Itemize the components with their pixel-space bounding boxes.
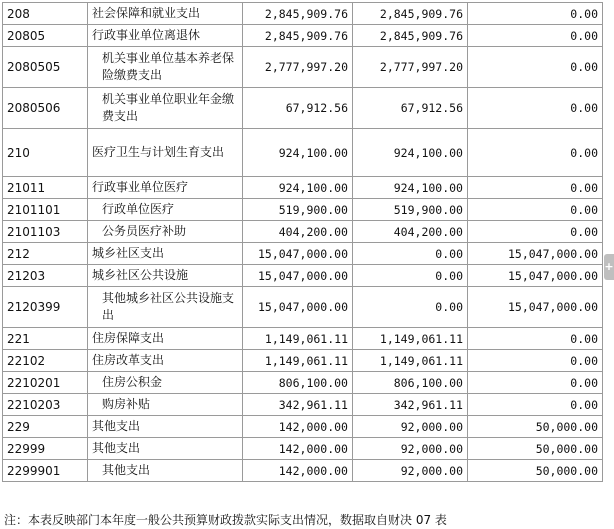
row-project: 50,000.00 xyxy=(468,438,603,460)
row-name: 城乡社区支出 xyxy=(88,243,243,265)
table-row xyxy=(3,221,603,243)
row-code: 229 xyxy=(3,416,88,438)
row-name: 机关事业单位基本养老保险缴费支出 xyxy=(88,47,243,88)
row-code: 2210203 xyxy=(3,394,88,416)
row-code: 2080506 xyxy=(3,88,88,129)
row-total: 15,047,000.00 xyxy=(243,265,353,287)
row-name: 住房公积金 xyxy=(88,372,243,394)
row-total: 924,100.00 xyxy=(243,129,353,177)
row-code: 210 xyxy=(3,129,88,177)
row-code: 2299901 xyxy=(3,460,88,482)
table-row xyxy=(3,129,603,177)
row-basic: 924,100.00 xyxy=(353,177,468,199)
row-project: 0.00 xyxy=(468,372,603,394)
table-row xyxy=(3,350,603,372)
table-note: 注：本表反映部门本年度一般公共预算财政拨款实际支出情况，数据取自财决 07 表 xyxy=(4,513,447,527)
row-basic: 404,200.00 xyxy=(353,221,468,243)
row-project: 0.00 xyxy=(468,199,603,221)
row-name: 其他城乡社区公共设施支出 xyxy=(88,287,243,328)
row-code: 21203 xyxy=(3,265,88,287)
table-row xyxy=(3,177,603,199)
row-basic: 67,912.56 xyxy=(353,88,468,129)
row-total: 2,845,909.76 xyxy=(243,3,353,25)
row-basic: 342,961.11 xyxy=(353,394,468,416)
row-name: 行政事业单位医疗 xyxy=(88,177,243,199)
row-project: 0.00 xyxy=(468,25,603,47)
row-project: 50,000.00 xyxy=(468,460,603,482)
row-code: 22999 xyxy=(3,438,88,460)
row-total: 2,777,997.20 xyxy=(243,47,353,88)
row-code: 208 xyxy=(3,3,88,25)
row-code: 2101101 xyxy=(3,199,88,221)
row-basic: 1,149,061.11 xyxy=(353,328,468,350)
row-code: 2210201 xyxy=(3,372,88,394)
row-total: 1,149,061.11 xyxy=(243,328,353,350)
row-name: 购房补贴 xyxy=(88,394,243,416)
row-basic: 92,000.00 xyxy=(353,438,468,460)
row-code: 2080505 xyxy=(3,47,88,88)
row-code: 212 xyxy=(3,243,88,265)
row-project: 15,047,000.00 xyxy=(468,265,603,287)
row-name: 行政事业单位离退休 xyxy=(88,25,243,47)
row-total: 142,000.00 xyxy=(243,460,353,482)
row-basic: 0.00 xyxy=(353,243,468,265)
expenditure-table xyxy=(2,2,603,482)
row-total: 2,845,909.76 xyxy=(243,25,353,47)
table-row xyxy=(3,416,603,438)
row-total: 67,912.56 xyxy=(243,88,353,129)
row-code: 221 xyxy=(3,328,88,350)
table-row xyxy=(3,25,603,47)
table-row xyxy=(3,372,603,394)
row-basic: 92,000.00 xyxy=(353,416,468,438)
row-project: 0.00 xyxy=(468,221,603,243)
row-project: 0.00 xyxy=(468,177,603,199)
row-project: 0.00 xyxy=(468,129,603,177)
row-project: 50,000.00 xyxy=(468,416,603,438)
row-name: 行政单位医疗 xyxy=(88,199,243,221)
row-name: 住房保障支出 xyxy=(88,328,243,350)
row-total: 1,149,061.11 xyxy=(243,350,353,372)
row-code: 22102 xyxy=(3,350,88,372)
row-code: 2120399 xyxy=(3,287,88,328)
row-project: 0.00 xyxy=(468,394,603,416)
row-basic: 92,000.00 xyxy=(353,460,468,482)
row-name: 公务员医疗补助 xyxy=(88,221,243,243)
row-total: 15,047,000.00 xyxy=(243,287,353,328)
table-row xyxy=(3,438,603,460)
row-total: 342,961.11 xyxy=(243,394,353,416)
row-basic: 1,149,061.11 xyxy=(353,350,468,372)
row-name: 其他支出 xyxy=(88,438,243,460)
table-row xyxy=(3,287,603,328)
row-basic: 2,845,909.76 xyxy=(353,25,468,47)
row-code: 2101103 xyxy=(3,221,88,243)
row-name: 其他支出 xyxy=(88,460,243,482)
row-total: 924,100.00 xyxy=(243,177,353,199)
row-project: 0.00 xyxy=(468,3,603,25)
row-name: 城乡社区公共设施 xyxy=(88,265,243,287)
table-row xyxy=(3,328,603,350)
row-code: 20805 xyxy=(3,25,88,47)
row-name: 社会保障和就业支出 xyxy=(88,3,243,25)
row-name: 机关事业单位职业年金缴费支出 xyxy=(88,88,243,129)
row-total: 142,000.00 xyxy=(243,416,353,438)
row-name: 医疗卫生与计划生育支出 xyxy=(88,129,243,177)
row-total: 404,200.00 xyxy=(243,221,353,243)
table-row xyxy=(3,47,603,88)
row-total: 142,000.00 xyxy=(243,438,353,460)
row-basic: 806,100.00 xyxy=(353,372,468,394)
row-basic: 0.00 xyxy=(353,287,468,328)
table-row xyxy=(3,394,603,416)
row-project: 0.00 xyxy=(468,47,603,88)
row-project: 15,047,000.00 xyxy=(468,287,603,328)
table-row xyxy=(3,243,603,265)
row-project: 0.00 xyxy=(468,350,603,372)
table-row xyxy=(3,460,603,482)
row-project: 15,047,000.00 xyxy=(468,243,603,265)
row-basic: 924,100.00 xyxy=(353,129,468,177)
row-basic: 2,845,909.76 xyxy=(353,3,468,25)
table-row xyxy=(3,265,603,287)
row-project: 0.00 xyxy=(468,328,603,350)
table-row xyxy=(3,199,603,221)
row-total: 806,100.00 xyxy=(243,372,353,394)
row-basic: 2,777,997.20 xyxy=(353,47,468,88)
row-basic: 0.00 xyxy=(353,265,468,287)
table-row xyxy=(3,88,603,129)
row-total: 15,047,000.00 xyxy=(243,243,353,265)
row-project: 0.00 xyxy=(468,88,603,129)
expand-tab-button[interactable]: + xyxy=(604,254,614,280)
row-name: 其他支出 xyxy=(88,416,243,438)
row-total: 519,900.00 xyxy=(243,199,353,221)
row-name: 住房改革支出 xyxy=(88,350,243,372)
row-code: 21011 xyxy=(3,177,88,199)
table-body xyxy=(3,3,603,482)
table-row xyxy=(3,3,603,25)
row-basic: 519,900.00 xyxy=(353,199,468,221)
